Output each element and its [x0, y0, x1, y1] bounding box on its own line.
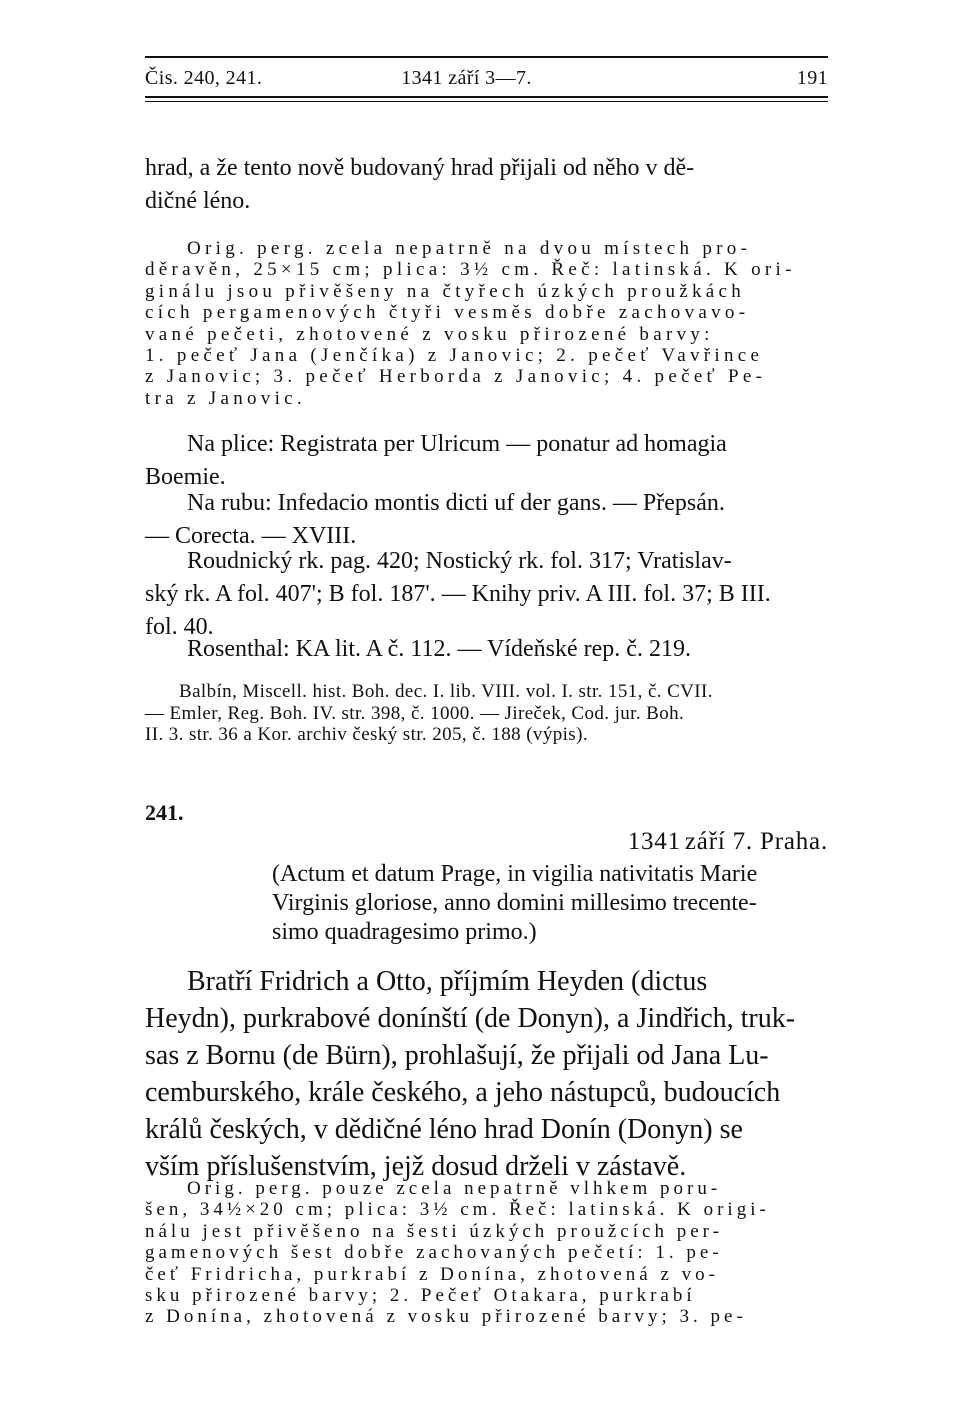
text-line: simo quadragesimo primo.) — [272, 919, 537, 945]
doc241-number — [145, 800, 828, 826]
text-line: Orig. perg. zcela nepatrně na dvou místech pro- — [187, 238, 752, 259]
doc241-latin-dating — [272, 860, 828, 947]
doc241-dateline — [145, 828, 828, 856]
page-number: 191 — [796, 67, 828, 89]
text-line: Roudnický rk. pag. 420; Nostický rk. fol. 317; Vratislav- — [187, 548, 732, 574]
text-line: dičné léno. — [145, 188, 251, 214]
dateline-year: 1341 — [627, 828, 681, 855]
header-top-rule — [145, 56, 828, 58]
text-line: z Janovic; 3. pečeť Herborda z Janovic; 4. pečeť Pe- — [145, 366, 767, 388]
header-date: 1341 září 3—7. — [401, 67, 532, 89]
note-rosenthal — [145, 633, 828, 666]
bibliography — [145, 681, 828, 746]
doc240-original-description — [145, 238, 828, 409]
doc-number: 241. — [145, 800, 184, 825]
text-line: Balbín, Miscell. hist. Boh. dec. I. lib. VIII. vol. I. str. 151, č. CVII. — [179, 681, 713, 702]
running-header — [145, 67, 828, 93]
doc241-original-description — [145, 1178, 828, 1328]
text-line: sku přirozené barvy; 2. Pečeť Otakara, purkrabí — [145, 1285, 696, 1307]
text-line: — Emler, Reg. Boh. IV. str. 398, č. 1000. — Jireček, Cod. jur. Boh. — [145, 702, 685, 724]
text-line: Na plice: Registrata per Ulricum — ponatur ad homagia — [187, 431, 727, 457]
text-line: z Donína, zhotovená z vosku přirozené barvy; 3. pe- — [145, 1306, 747, 1328]
note-rubu — [145, 487, 828, 553]
header-bottom-rule-thin — [145, 101, 828, 102]
text-line: tra z Janovic. — [145, 387, 306, 409]
text-line: ský rk. A fol. 407'; B fol. 187'. — Knihy priv. A III. fol. 37; B III. — [145, 581, 771, 607]
text-line: Heydn), purkrabové donínští (de Donyn), a Jindřich, truk- — [145, 1003, 796, 1034]
text-line: II. 3. str. 36 a Kor. archiv český str. 205, č. 188 (výpis). — [145, 724, 588, 745]
text-line: cemburského, krále českého, a jeho nástupců, budoucích — [145, 1077, 781, 1108]
text-line: šen, 34½×20 cm; plica: 3½ cm. Řeč: latinská. K origi- — [145, 1199, 770, 1221]
text-line: (Actum et datum Prage, in vigilia nativitatis Marie — [272, 861, 758, 887]
doc241-summary — [145, 963, 828, 1185]
header-bottom-rule — [145, 96, 828, 98]
text-line: děravěn, 25×15 cm; plica: 3½ cm. Řeč: latinská. K ori- — [145, 259, 796, 281]
text-line: Rosenthal: KA lit. A č. 112. — Vídeňské rep. č. 219. — [187, 636, 691, 662]
text-line: fol. 40. — [145, 614, 214, 640]
text-line: Bratří Fridrich a Otto, příjmím Heyden (dictus — [187, 966, 708, 997]
text-line: vané pečeti, zhotovené z vosku přirozené barvy: — [145, 323, 714, 345]
text-line: čeť Fridricha, purkrabí z Donína, zhotovená z vo- — [145, 1263, 719, 1285]
text-line: Na rubu: Infedacio montis dicti uf der gans. — Přepsán. — [187, 490, 725, 516]
text-line: nálu jest přivěšeno na šesti úzkých proužcích per- — [145, 1220, 723, 1242]
text-line: Virginis gloriose, anno domini millesimo trecente- — [272, 890, 757, 916]
text-line: králů českých, v dědičné léno hrad Donín (Donyn) se — [145, 1114, 743, 1145]
text-line: vším příslušenstvím, jejž dosud drželi v zástavě. — [145, 1151, 687, 1182]
text-line: Orig. perg. pouze zcela nepatrně vlhkem poru- — [187, 1178, 722, 1199]
doc240-continuation — [145, 152, 828, 218]
text-line: gamenových šest dobře zachovaných pečetí: 1. pe- — [145, 1242, 723, 1264]
text-line: hrad, a že tento nově budovaný hrad přijali od něho v dě- — [145, 155, 695, 181]
dateline-place: září 7. Praha. — [684, 828, 828, 855]
text-line: ginálu jsou přivěšeny na čtyřech úzkých proužkách — [145, 280, 746, 302]
text-line: — Corecta. — XVIII. — [145, 523, 357, 549]
note-plica — [145, 428, 828, 494]
text-line: Boemie. — [145, 464, 226, 490]
text-line: 1. pečeť Jana (Jenčíka) z Janovic; 2. pečeť Vavřince — [145, 345, 764, 367]
note-roudnicky — [145, 545, 828, 644]
text-line: cích pergamenových čtyři vesměs dobře zachovavo- — [145, 302, 750, 324]
header-doc-numbers: Čis. 240, 241. — [145, 67, 263, 89]
text-line: sas z Bornu (de Bürn), prohlašují, že přijali od Jana Lu- — [145, 1040, 769, 1071]
